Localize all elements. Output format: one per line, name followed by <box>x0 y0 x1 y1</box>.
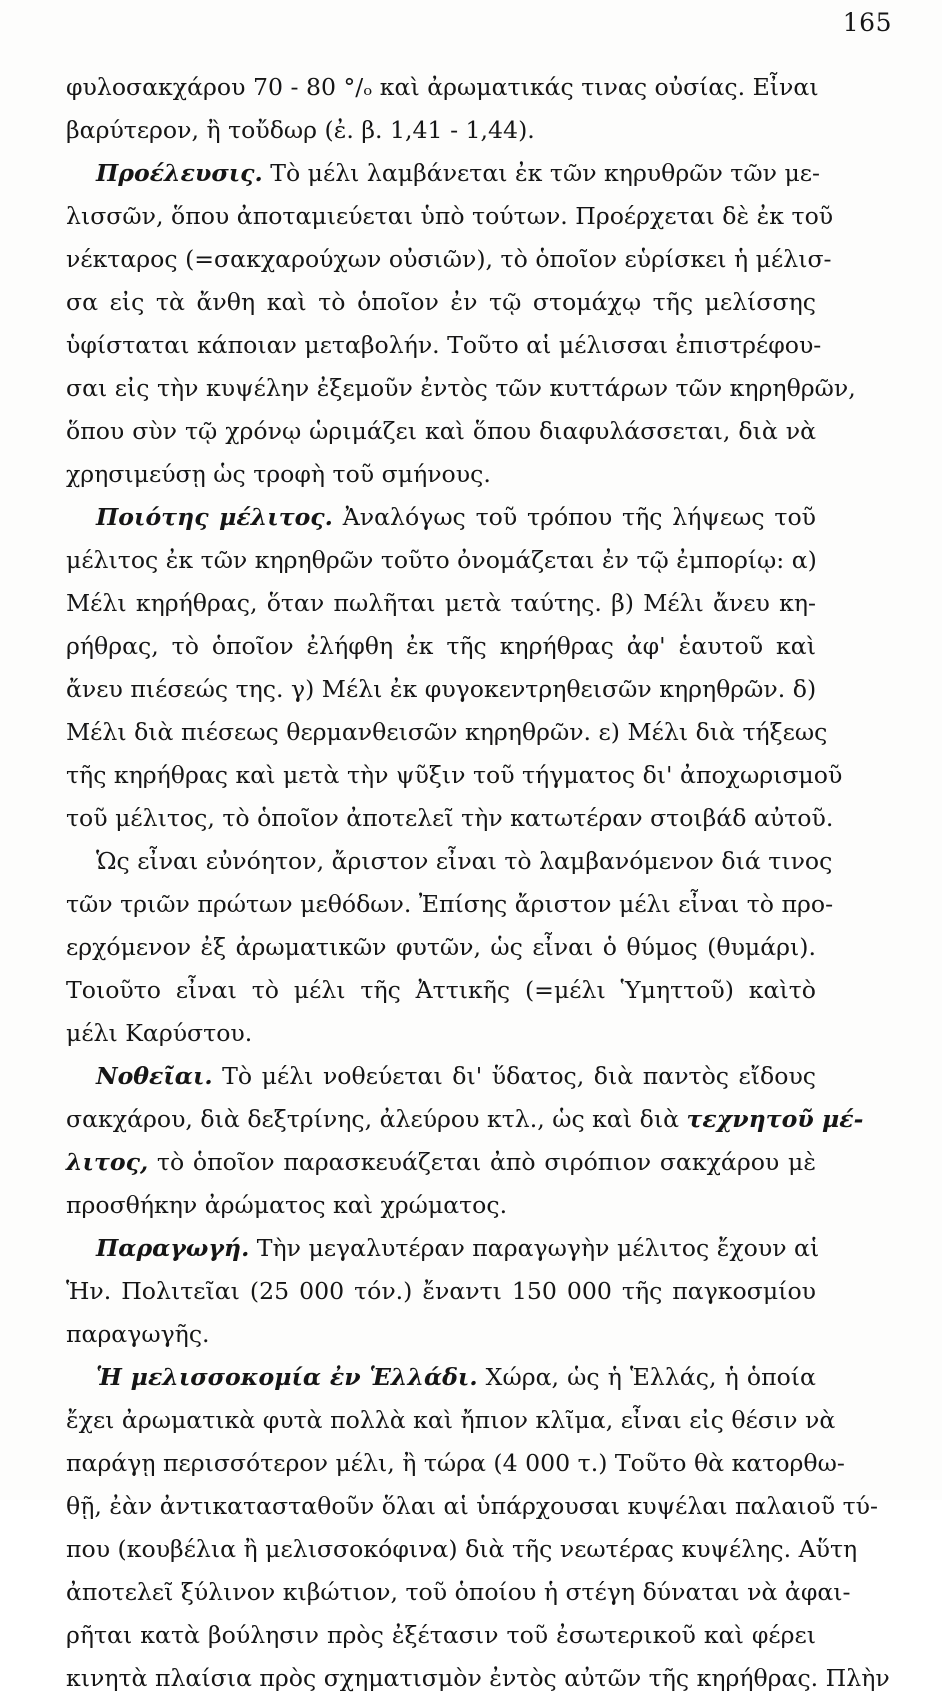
text-span: Ἀναλόγως τοῦ τρόπου τῆς λήψεως τοῦ <box>332 503 817 531</box>
text-line: μέλιτος ἐκ τῶν κηρηθρῶν τοῦτο ὀνομάζεται ἐν τῷ ἐμπορίῳ: α) <box>66 546 817 574</box>
text-line: Ὡς εἶναι εὐνόητον, ἄριστον εἶναι τὸ λαμβανόμενον διά τινος <box>96 847 833 875</box>
text-span: τὸ ὁποῖον παρασκευάζεται ἀπὸ σιρόπιον σακχάρου μὲ <box>148 1148 816 1176</box>
text-line: λισσῶν, ὅπου ἀποταμιεύεται ὑπὸ τούτων. Προέρχεται δὲ ἐκ τοῦ <box>66 202 834 230</box>
text-line: ὅπου σὺν τῷ χρόνῳ ὡριμάζει καὶ ὅπου διαφυλάσσεται, διὰ νὰ <box>66 417 816 445</box>
section-heading-poiotis: Ποιότης μέλιτος. <box>96 503 333 531</box>
text-line: Ἡν. Πολιτεῖαι (25 000 τόν.) ἔναντι 150 000 τῆς παγκοσμίου <box>66 1277 816 1305</box>
text-span: Τὸ μέλι νοθεύεται δι' ὕδατος, διὰ παντὸς εἴδους <box>212 1062 816 1090</box>
section-heading-proeleusis: Προέλευσις. <box>96 159 263 187</box>
paragraph-notheiai <box>66 1055 816 1098</box>
text-line: ἄνευ πιέσεώς της. γ) Μέλι ἐκ φυγοκεντρηθεισῶν κηρηθρῶν. δ) <box>66 675 817 703</box>
text-line: βαρύτερον, ἢ τοὔδωρ (ἐ. β. 1,41 - 1,44). <box>66 116 535 144</box>
text-line: κινητὰ πλαίσια πρὸς σχηματισμὸν ἐντὸς αὐτῶν τῆς κηρήθρας. Πλὴν <box>66 1664 890 1692</box>
text-line: ὑφίσταται κάποιαν μεταβολήν. Τοῦτο αἱ μέλισσαι ἐπιστρέφου- <box>66 331 822 359</box>
text-line: που (κουβέλια ἢ μελισσοκόφινα) διὰ τῆς νεωτέρας κυψέλης. Αὕτη <box>66 1535 858 1563</box>
page-number: 165 <box>842 8 892 37</box>
text-line: σα εἰς τὰ ἄνθη καὶ τὸ ὁποῖον ἐν τῷ στομάχῳ τῆς μελίσσης <box>66 288 816 316</box>
text-line: ρῆται κατὰ βούλησιν πρὸς ἐξέτασιν τοῦ ἐσωτερικοῦ καὶ φέρει <box>66 1621 816 1649</box>
paragraph-melissokomia <box>66 1356 816 1399</box>
text-line: παραγωγῆς. <box>66 1320 210 1348</box>
text-line: νέκταρος (=σακχαρούχων οὐσιῶν), τὸ ὁποῖον εὑρίσκει ἡ μέλισ- <box>66 245 832 273</box>
text-line: ἀποτελεῖ ξύλινον κιβώτιον, τοῦ ὁποίου ἡ στέγη δύναται νὰ ἀφαι- <box>66 1578 851 1606</box>
body-text <box>66 66 890 1700</box>
paragraph-paragogi <box>66 1227 820 1270</box>
text-line: θῇ, ἐὰν ἀντικατασταθοῦν ὅλαι αἱ ὑπάρχουσαι κυψέλαι παλαιοῦ τύ- <box>66 1492 878 1520</box>
text-line: ἔχει ἀρωματικὰ φυτὰ πολλὰ καὶ ἤπιον κλῖμα, εἶναι εἰς θέσιν νὰ <box>66 1406 836 1434</box>
paragraph-poiotis <box>66 496 816 539</box>
section-heading-notheiai: Νοθεῖαι. <box>96 1062 213 1090</box>
paragraph-proeleusis <box>66 152 820 195</box>
text-line: παράγῃ περισσότερον μέλι, ἢ τώρα (4 000 τ.) Τοῦτο θὰ κατορθω- <box>66 1449 845 1477</box>
text-span: Τὸ μέλι λαμβάνεται ἐκ τῶν κηρυθρῶν τῶν με- <box>262 159 820 187</box>
text-line: ρήθρας, τὸ ὁποῖον ἐλήφθη ἐκ τῆς κηρήθρας ἀφ' ἑαυτοῦ καὶ <box>66 632 816 660</box>
emphasis-term: λιτος, <box>66 1148 149 1176</box>
text-line: Μέλι κηρήθρας, ὅταν πωλῆται μετὰ ταύτης. β) Μέλι ἄνευ κη- <box>66 589 816 617</box>
text-line: προσθήκην ἀρώματος καὶ χρώματος. <box>66 1191 508 1219</box>
text-line <box>66 1141 816 1184</box>
section-heading-paragogi: Παραγωγή. <box>96 1234 250 1262</box>
text-span: σακχάρου, διὰ δεξτρίνης, ἀλεύρου κτλ., ὡς καὶ διὰ <box>66 1105 687 1133</box>
text-line: μέλι Καρύστου. <box>66 1019 253 1047</box>
text-line: τῶν τριῶν πρώτων μεθόδων. Ἐπίσης ἄριστον μέλι εἶναι τὸ προ- <box>66 890 834 918</box>
text-line: Μέλι διὰ πιέσεως θερμανθεισῶν κηρηθρῶν. ε) Μέλι διὰ τήξεως <box>66 718 828 746</box>
text-line: τοῦ μέλιτος, τὸ ὁποῖον ἀποτελεῖ τὴν κατωτέραν στοιβάδ αὐτοῦ. <box>66 804 834 832</box>
text-line: Τοιοῦτο εἶναι τὸ μέλι τῆς Ἀττικῆς (=μέλι Ὑμηττοῦ) καὶτὸ <box>66 976 816 1004</box>
text-line: φυλοσακχάρου 70 - 80 °/ₒ καὶ ἀρωματικάς τινας οὐσίας. Εἶναι <box>66 73 819 101</box>
text-line <box>66 1098 864 1141</box>
section-heading-melissokomia: Ἡ μελισσοκομία ἐν Ἑλλάδι. <box>96 1363 478 1391</box>
text-line: ερχόμενον ἐξ ἀρωματικῶν φυτῶν, ὡς εἶναι ὁ θύμος (θυμάρι). <box>66 933 816 961</box>
text-span: Χώρα, ὡς ἡ Ἑλλάς, ἡ ὁποία <box>477 1363 816 1391</box>
emphasis-term: τεχνητοῦ μέ- <box>686 1105 864 1133</box>
text-line: χρησιμεύσῃ ὡς τροφὴ τοῦ σμήνους. <box>66 460 491 488</box>
text-span: Τὴν μεγαλυτέραν παραγωγὴν μέλιτος ἔχουν αἱ <box>249 1234 820 1262</box>
text-line: τῆς κηρήθρας καὶ μετὰ τὴν ψῦξιν τοῦ τήγματος δι' ἀποχωρισμοῦ <box>66 761 843 789</box>
text-line: σαι εἰς τὴν κυψέλην ἐξεμοῦν ἐντὸς τῶν κυττάρων τῶν κηρηθρῶν, <box>66 374 856 402</box>
